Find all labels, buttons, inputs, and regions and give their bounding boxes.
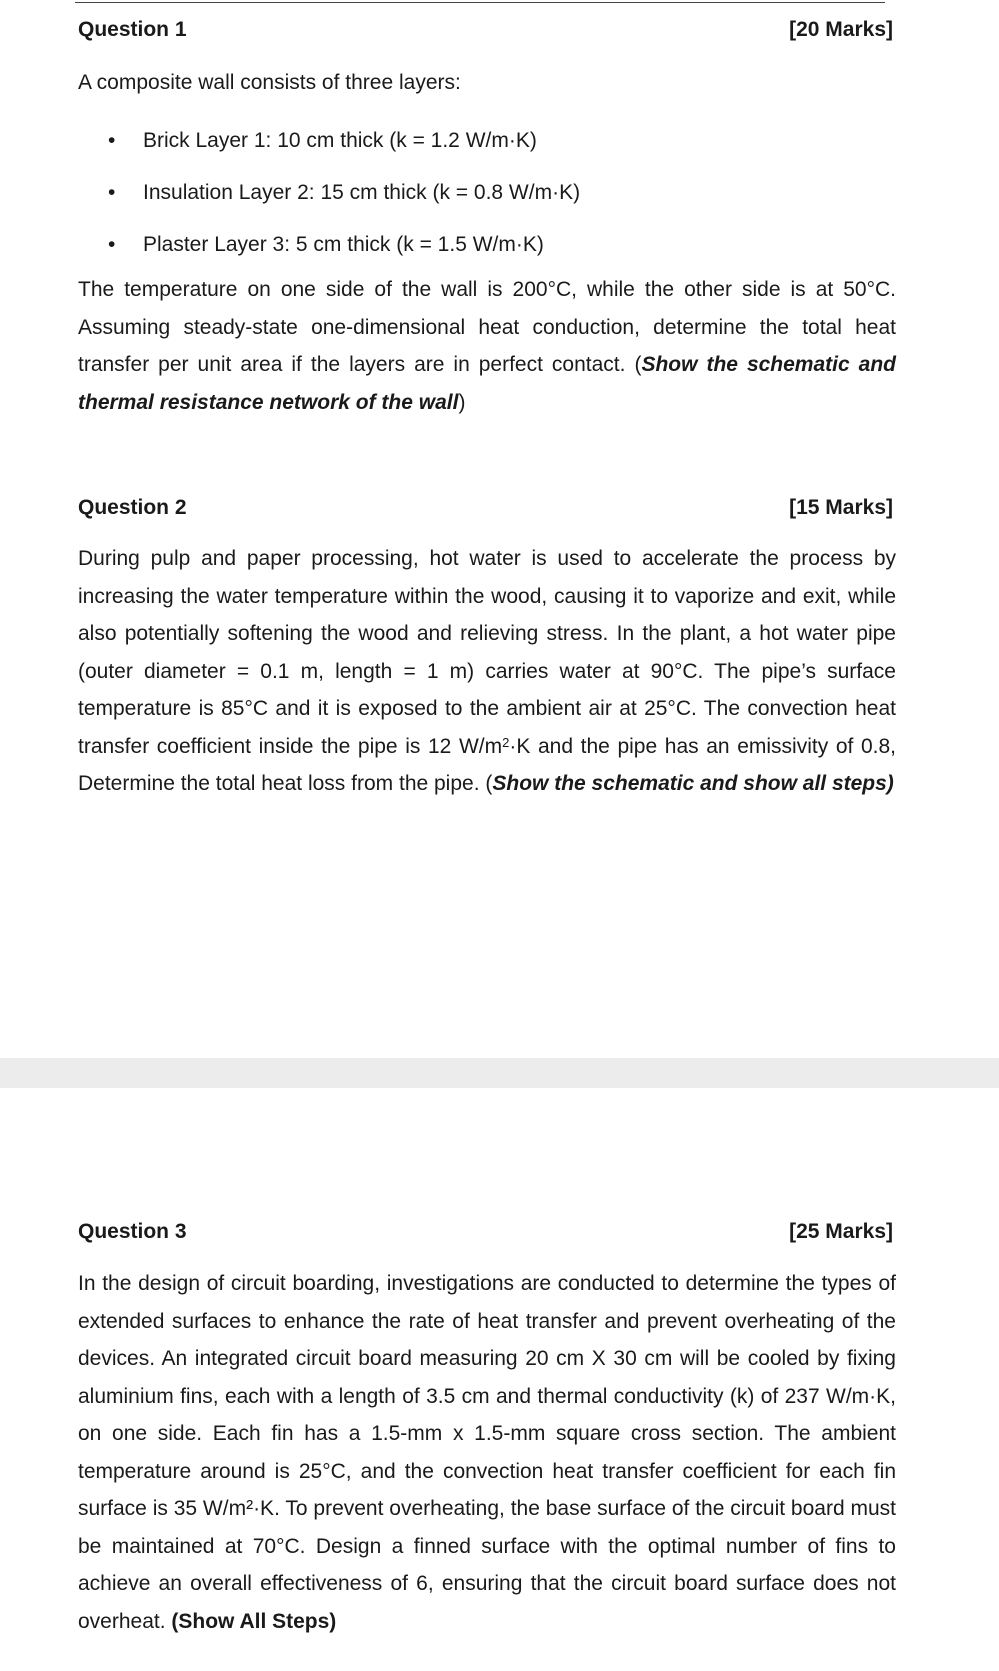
document-page-2 (0, 1088, 999, 1671)
question-2-marks: [15 Marks] (789, 496, 893, 519)
question-1-body (78, 271, 896, 421)
question-2-body (78, 540, 896, 803)
question-1-title: Question 1 (78, 18, 187, 41)
question-2-title: Question 2 (78, 496, 187, 519)
question-1-intro: A composite wall consists of three layers: (78, 71, 461, 94)
question-2-superscript: 2 (502, 734, 510, 750)
question-3-title: Question 3 (78, 1220, 187, 1243)
question-2-instruction: Show the schematic and show all steps) (492, 772, 894, 795)
layer-item: • Insulation Layer 2: 15 cm thick (k = 0.8 W/m·K) (78, 167, 878, 219)
layer-item: • Plaster Layer 3: 5 cm thick (k = 1.5 W/m·K) (78, 219, 878, 271)
question-3-body (78, 1265, 896, 1640)
question-2-text-a: During pulp and paper processing, hot water is used to accelerate the process by increasing the water temperature within the wood, causing it to vaporize and exit, while also potentially softening the wood and relieving stress. In the plant, a hot water pipe (outer diameter = 0.1 m, length = 1 m) carries water at 90°C. The pipe’s surface temperature is 85°C and it is exposed to the ambient air at 25°C. The convection heat transfer coefficient inside the pipe is 12 W/m (78, 547, 896, 758)
page-separator (0, 1058, 999, 1088)
question-1-marks: [20 Marks] (789, 18, 893, 41)
question-1-text: The temperature on one side of the wall is 200°C, while the other side is at 50°C. Assuming steady-state one-dimensional heat conduction, determine the total heat transfer per unit area if the layers are in perfect contact. ( (78, 278, 896, 376)
question-3-text: In the design of circuit boarding, investigations are conducted to determine the types of extended surfaces to enhance the rate of heat transfer and prevent overheating of the devices. An integrated circuit board measuring 20 cm X 30 cm will be cooled by fixing aluminium fins, each with a length of 3.5 cm and thermal conductivity (k) of 237 W/m·K, on one side. Each fin has a 1.5-mm x 1.5-mm square cross section. The ambient temperature around is 25°C, and the convection heat transfer coefficient for each fin surface is 35 W/m²·K. To prevent overheating, the base surface of the circuit board must be maintained at 70°C. Design a finned surface with the optimal number of fins to achieve an overall effectiveness of 6, ensuring that the circuit board surface does not overheat. (78, 1272, 896, 1633)
question-1-header (78, 16, 893, 44)
question-2-text-b: ·K and the pipe has an emissivity of 0.8, Determine the total heat loss from the pipe. ( (78, 734, 896, 795)
question-1-instruction: Show the schematic and thermal resistance network of the wall (78, 353, 896, 414)
question-1-close: ) (458, 390, 466, 414)
question-2-header (78, 494, 893, 522)
layer-list (78, 115, 878, 271)
top-rule (75, 2, 885, 3)
question-3-instruction: (Show All Steps) (171, 1609, 337, 1633)
question-3-marks: [25 Marks] (789, 1220, 893, 1243)
question-3-header (78, 1218, 893, 1246)
layer-item: • Brick Layer 1: 10 cm thick (k = 1.2 W/m·K) (78, 115, 878, 167)
